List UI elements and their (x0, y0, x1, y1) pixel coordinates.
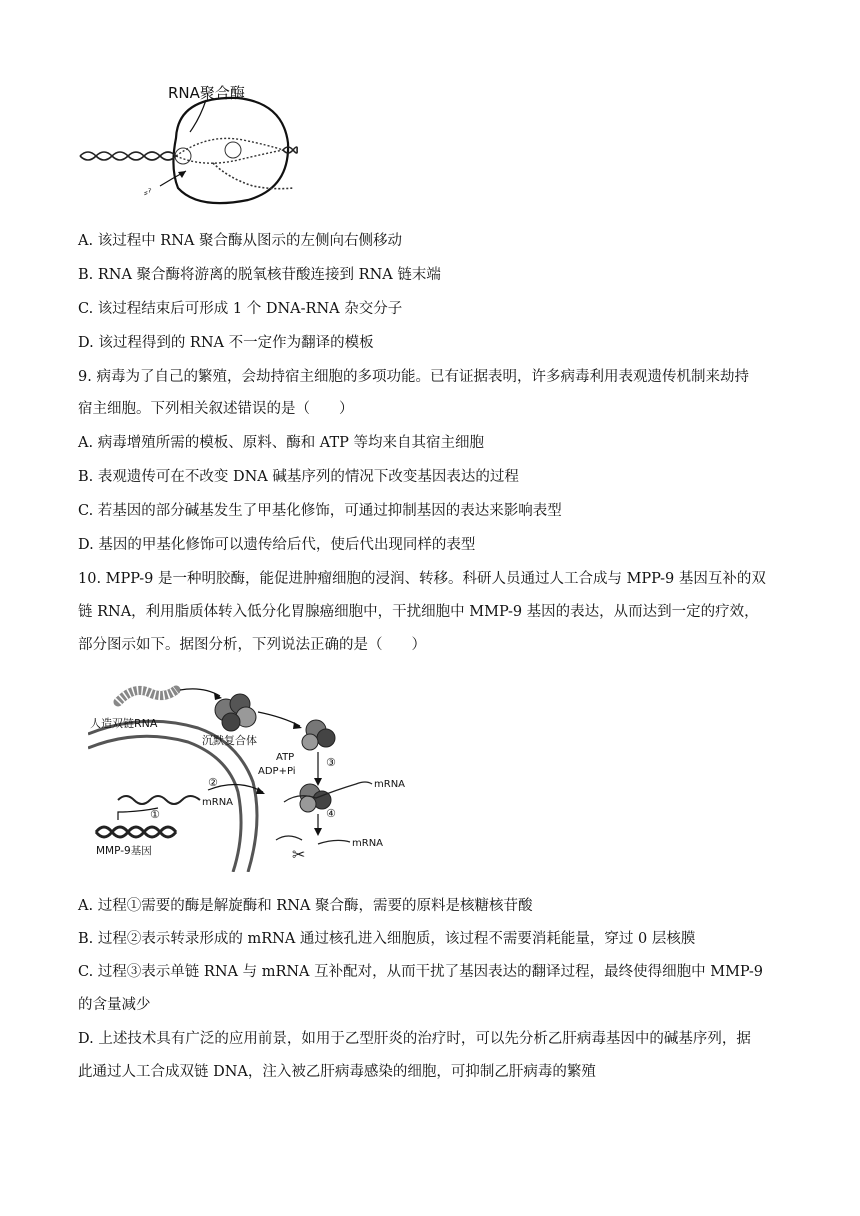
adp-label: ADP+Pi (258, 766, 296, 777)
q8-option-a: A. 该过程中 RNA 聚合酶从图示的左侧向右侧移动 (78, 233, 402, 249)
arrow-step2-head (256, 787, 265, 794)
q10-option-c-line2: 的含量减少 (78, 997, 151, 1013)
step2-label: ② (208, 776, 218, 789)
arrow-step3-head (314, 778, 322, 786)
nuclear-mrna (118, 796, 200, 804)
transcription-figure (78, 78, 298, 213)
free-nucleotides-icon: ⸗ˀ (144, 186, 152, 199)
q9-option-a: A. 病毒增殖所需的模板、原料、酶和 ATP 等均来自其宿主细胞 (78, 435, 485, 451)
q10-option-d-line1: D. 上述技术具有广泛的应用前景，如用于乙型肝炎的治疗时，可以先分析乙肝病毒基因中的碱基序列，据 (78, 1031, 751, 1047)
arrow-to-complex-2 (258, 712, 300, 726)
q10-option-b: B. 过程②表示转录形成的 mRNA 通过核孔进入细胞质，该过程不需要消耗能量，穿过 0 层核膜 (78, 931, 696, 947)
q10-option-a: A. 过程①需要的酶是解旋酶和 RNA 聚合酶，需要的原料是核糖核苷酸 (78, 898, 533, 914)
rnai-figure (88, 672, 418, 872)
arrow-to-complex-2-head (293, 722, 302, 729)
q9-stem-line2: 宿主细胞。下列相关叙述错误的是（ ） (78, 401, 354, 417)
q10-option-d-line2: 此通过人工合成双链 DNA，注入被乙肝病毒感染的细胞，可抑制乙肝病毒的繁殖 (78, 1064, 596, 1080)
step1-label: ① (150, 808, 160, 821)
q10-option-c-line1: C. 过程③表示单链 RNA 与 mRNA 互补配对，从而干扰了基因表达的翻译过程，最终使得细胞中 MMP-9 (78, 964, 764, 980)
step3-label: ③ (326, 756, 336, 769)
mrna-upper-label: mRNA (374, 779, 406, 790)
dna-coding-strand (176, 150, 283, 163)
scissors-icon: ✂ (292, 845, 306, 864)
q8-option-d: D. 该过程得到的 RNA 不一定作为翻译的模板 (78, 335, 374, 351)
cleaved-mrna (276, 836, 350, 844)
q9-option-d: D. 基因的甲基化修饰可以遗传给后代，使后代出现同样的表型 (78, 537, 476, 553)
dna-left-2 (80, 152, 176, 160)
q9-option-b: B. 表观遗传可在不改变 DNA 碱基序列的情况下改变基因表达的过程 (78, 469, 519, 485)
q8-option-b: B. RNA 聚合酶将游离的脱氧核苷酸连接到 RNA 链末端 (78, 267, 441, 283)
q9-stem-line1: 9. 病毒为了自己的繁殖，会劫持宿主细胞的多项功能。已有证据表明，许多病毒利用表观遗传机制来劫持 (78, 369, 749, 385)
dsrna-label: 人造双链RNA (90, 717, 158, 730)
arrow-to-complex (180, 689, 220, 696)
q10-stem-line1: 10. MPP-9 是一种明胶酶，能促进肿瘤细胞的浸润、转移。科研人员通过人工合成与 MPP-9 基因互补的双 (78, 571, 766, 587)
gene-label: MMP-9基因 (96, 845, 152, 857)
q8-option-c: C. 该过程结束后可形成 1 个 DNA-RNA 杂交分子 (78, 301, 403, 317)
q10-stem-line3: 部分图示如下。据图分析，下列说法正确的是（ ） (78, 637, 426, 653)
arrow-step4-head (314, 828, 322, 836)
silencing-complex-icon (215, 694, 256, 731)
activated-complex-icon (302, 720, 335, 750)
silencing-complex-label: 沉默复合体 (202, 734, 257, 747)
unwinding-site-circle (225, 142, 241, 158)
rna-polymerase-outline (173, 98, 288, 203)
atp-label: ATP (276, 752, 295, 763)
mrna-nucleus-label: mRNA (202, 797, 234, 808)
arrow-to-complex-head (214, 693, 222, 700)
mrna-lower-label: mRNA (352, 838, 384, 849)
step4-label: ④ (326, 807, 336, 820)
q10-stem-line2: 链 RNA，利用脂质体转入低分化胃腺癌细胞中，干扰细胞中 MMP-9 基因的表达，从而达到一定的疗效， (78, 604, 759, 620)
q9-option-c: C. 若基因的部分碱基发生了甲基化修饰，可通过抑制基因的表达来影响表型 (78, 503, 562, 519)
rna-polymerase-label: RNA聚合酶 (168, 84, 245, 102)
